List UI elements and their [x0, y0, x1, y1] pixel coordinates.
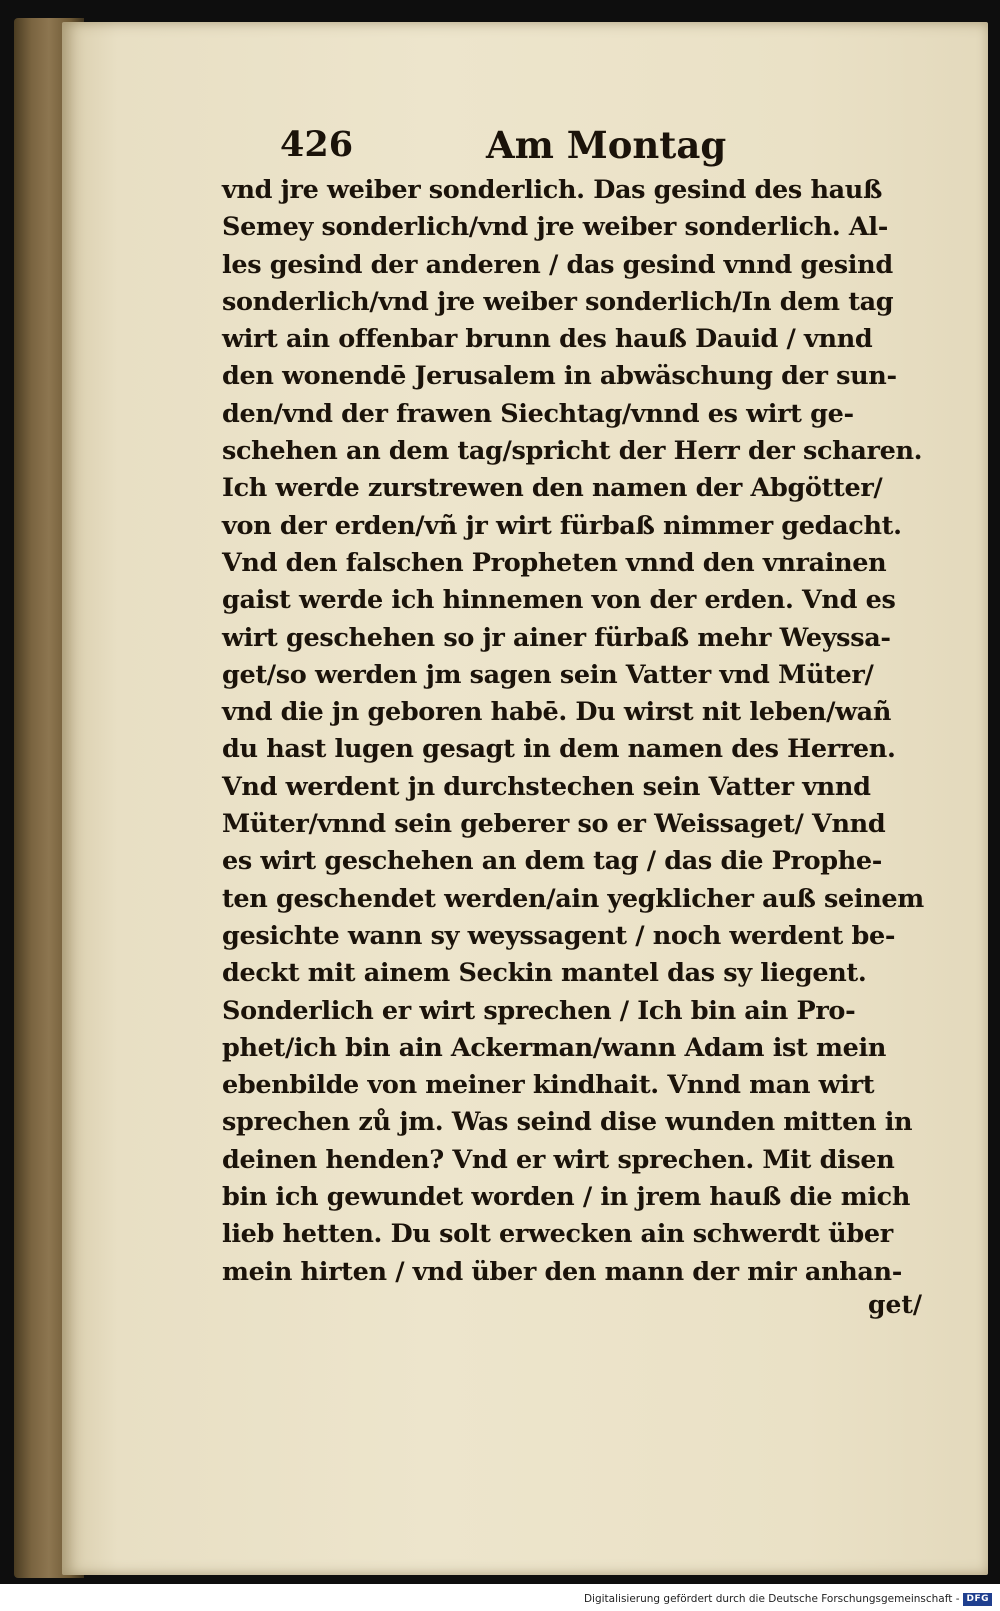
text-line: vnd die jn geboren habē. Du wirst nit leben/wañ	[222, 697, 892, 728]
text-line: wirt geschehen so jr ainer fürbaß mehr Weyssa-	[222, 622, 891, 653]
text-line: den/vnd der frawen Siechtag/vnnd es wirt ge-	[222, 398, 854, 429]
text-line: schehen an dem tag/spricht der Herr der scharen.	[222, 436, 923, 467]
page-number: 426	[280, 124, 354, 165]
text-line: deinen henden? Vnd er wirt sprechen. Mit disen	[222, 1144, 895, 1175]
text-line: deckt mit ainem Seckin mantel das sy liegent.	[222, 958, 867, 989]
text-line: gaist werde ich hinnemen von der erden. Vnd es	[222, 585, 896, 616]
text-lines	[222, 172, 932, 1291]
text-line: wirt ain offenbar brunn des hauß Dauid / vnnd	[222, 324, 873, 355]
text-line: Ich werde zurstrewen den namen der Abgötter/	[222, 473, 883, 504]
text-line: les gesind der anderen / das gesind vnnd gesind	[222, 249, 893, 280]
footer-credit: Digitalisierung gefördert durch die Deutsche Forschungsgemeinschaft -	[583, 1593, 960, 1605]
text-line: gesichte wann sy weyssagent / noch werdent be-	[222, 920, 896, 951]
text-line: es wirt geschehen an dem tag / das die Prophe-	[222, 846, 883, 877]
text-line: mein hirten / vnd über den mann der mir anhan-	[222, 1256, 902, 1287]
text-line: Semey sonderlich/vnd jre weiber sonderlich. Al-	[222, 212, 888, 243]
text-line: den wonendē Jerusalem in abwäschung der sun-	[222, 361, 897, 392]
text-line: von der erden/vñ jr wirt fürbaß nimmer gedacht.	[222, 510, 902, 541]
text-line: lieb hetten. Du solt erwecken ain schwerdt über	[222, 1219, 893, 1250]
running-head: Am Montag	[486, 123, 727, 167]
page-text-block	[222, 118, 932, 1291]
digitization-footer	[584, 1590, 992, 1608]
text-line: get/so werden jm sagen sein Vatter vnd Müter/	[222, 659, 874, 690]
text-line: Müter/vnnd sein geberer so er Weissaget/ Vnnd	[222, 809, 886, 840]
page-header	[222, 118, 932, 172]
text-line: sprechen zů jm. Was seind dise wunden mitten in	[222, 1107, 913, 1138]
text-line: bin ich gewundet worden / in jrem hauß die mich	[222, 1182, 911, 1213]
text-line: sonderlich/vnd jre weiber sonderlich/In dem tag	[222, 286, 894, 317]
text-line: phet/ich bin ain Ackerman/wann Adam ist mein	[222, 1032, 887, 1063]
text-line: ebenbilde von meiner kindhait. Vnnd man wirt	[222, 1070, 875, 1101]
catchword: get/	[868, 1290, 923, 1319]
text-line: ten geschendet werden/ain yegklicher auß seinem	[222, 883, 924, 914]
dfg-logo: DFG	[963, 1593, 992, 1606]
text-line: vnd jre weiber sonderlich. Das gesind des hauß	[222, 175, 883, 205]
text-line: Vnd werdent jn durchstechen sein Vatter vnnd	[222, 771, 871, 802]
text-line: du hast lugen gesagt in dem namen des Herren.	[222, 734, 896, 765]
text-line: Sonderlich er wirt sprechen / Ich bin ain Pro-	[222, 995, 856, 1026]
text-line: Vnd den falschen Propheten vnnd den vnrainen	[222, 547, 887, 578]
